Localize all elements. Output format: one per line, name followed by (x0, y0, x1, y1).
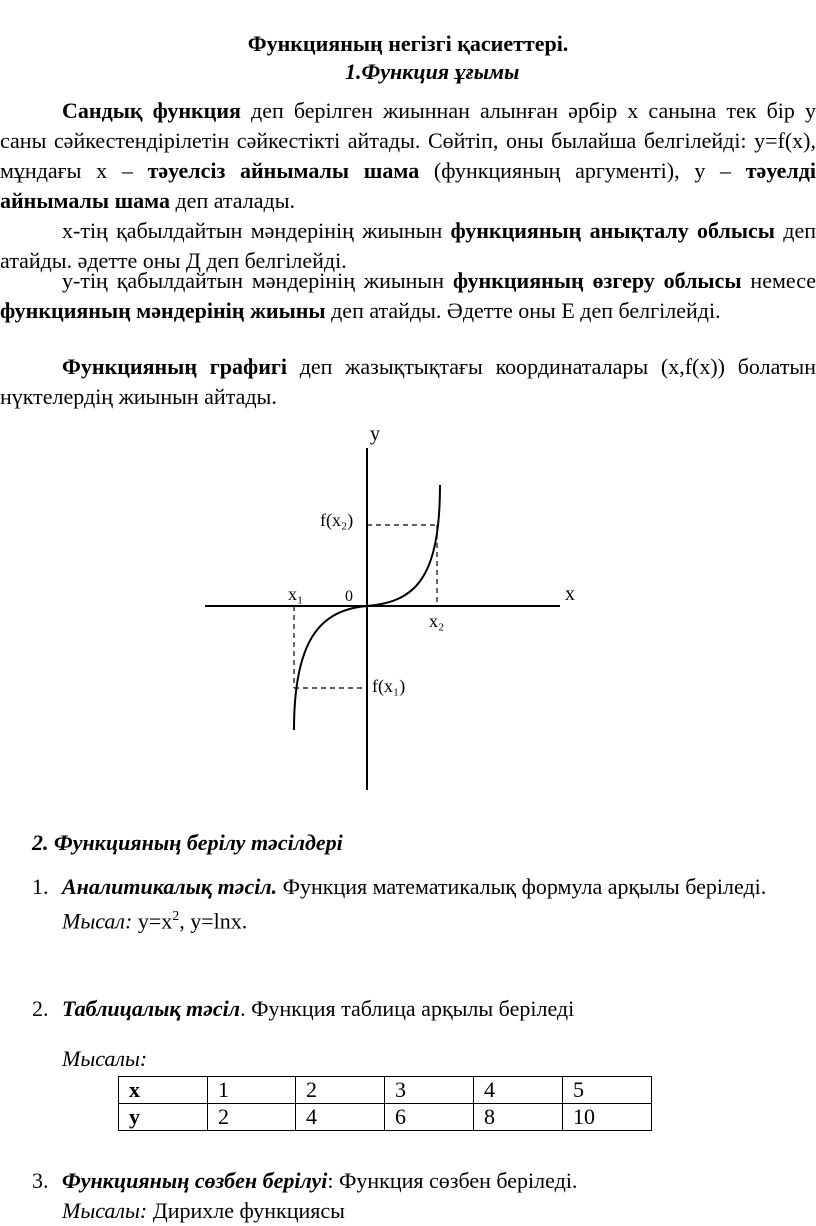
term-value-set: функцияның мәндерінің жиыны (0, 298, 326, 323)
table-cell: y (119, 1104, 208, 1131)
term-range: функцияның өзгеру облысы (452, 268, 742, 293)
x-axis-label: x (565, 583, 575, 605)
term-numeric-function: Сандық функция (62, 98, 241, 123)
method-1-name: Аналитикалық тәсіл. (62, 874, 278, 899)
table-cell: 1 (208, 1077, 296, 1104)
term-domain: функцияның анықталу облысы (450, 218, 775, 243)
x1-label: x₁ (288, 584, 304, 604)
method-2-example-label: Мысалы: (62, 1046, 148, 1071)
table-cell: 5 (563, 1077, 652, 1104)
term-function-graph: Функцияның графигі (62, 354, 287, 379)
term-independent-variable: тәуелсіз айнымалы шама (147, 158, 420, 183)
table-cell: 6 (385, 1104, 474, 1131)
function-table (118, 1076, 652, 1131)
table-cell: 4 (474, 1077, 563, 1104)
fx1-label: f(x₁) (372, 676, 406, 696)
term-dependent-variable: тәуелді айнымалы шама (0, 158, 816, 213)
page-title: Функцияның негізгі қасиеттері. (247, 31, 569, 56)
paragraph-domain: x-тің қабылдайтын мәндерінің жиынын функцияның анықталу облысы деп атайды. әдетте оны Д деп белгілейді. (0, 218, 816, 273)
paragraph-graph: Функцияның графигі деп жазықтықтағы координаталары (x,f(x)) болатын нүктелердің жиынын айтады. (0, 354, 816, 409)
method-2-name: Таблицалық тәсіл (62, 996, 241, 1021)
table-cell: x (119, 1077, 208, 1104)
section-2-heading: 2. Функцияның берілу тәсілдері (32, 830, 343, 855)
paragraph-definition: Сандық функция деп берілген жиыннан алынған әрбір x санына тек бір y саны сәйкестендірілетін сәйкестікті айтады. Сөйтіп, оны былайша белгілейді: y=f(x), мұндағы x – тәуелсіз айнымалы шама (функцияның аргументі), y – тәуелді айнымалы шама деп аталады. (0, 98, 816, 213)
fx2-label: f(x₂) (320, 510, 354, 530)
section-1-heading: 1.Функция ұғымы (345, 59, 520, 84)
table-cell: 2 (296, 1077, 385, 1104)
table-cell: 10 (563, 1104, 652, 1131)
x2-label: x₂ (429, 611, 445, 631)
origin-label: 0 (345, 588, 353, 605)
table-cell: 8 (474, 1104, 563, 1131)
table-cell: 3 (385, 1077, 474, 1104)
table-row-x (119, 1077, 652, 1104)
table-cell: 2 (208, 1104, 296, 1131)
table-cell: 4 (296, 1104, 385, 1131)
method-3-name: Функцияның сөзбен берілуі (62, 1168, 328, 1193)
paragraph-range: y-тің қабылдайтын мәндерінің жиынын функцияның өзгеру облысы немесе функцияның мәндерінің жиыны деп атайды. Әдетте оны Е деп белгілейді. (0, 268, 816, 323)
y-axis-label: y (370, 423, 380, 445)
table-row-y (119, 1104, 652, 1131)
